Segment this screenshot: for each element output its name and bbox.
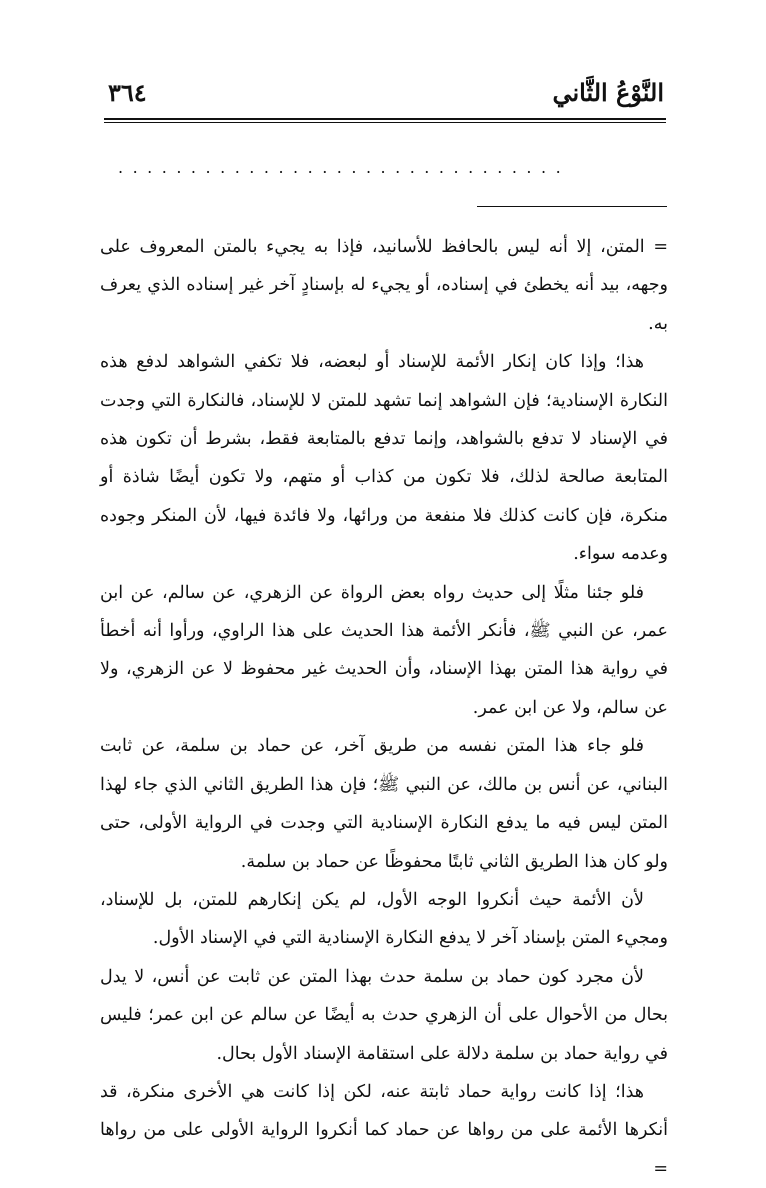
paragraph: هذا؛ إذا كانت رواية حماد ثابتة عنه، لكن إذا كانت هي الأخرى منكرة، قد أنكرها الأئمة على من رواها عن حماد كما أنكروا الرواية الأولى على من رواها = [100, 1081, 668, 1179]
page-header [108, 74, 664, 118]
paragraph: فلو جئنا مثلًا إلى حديث رواه بعض الرواة عن الزهري، عن سالم، عن ابن عمر، عن النبي ﷺ، فأنكر الأئمة هذا الحديث على هذا الراوي، ورأوا أنه أخطأ في رواية هذا المتن بهذا الإسناد، وأن الحديث غير محفوظ لا عن الزهري، ولا عن سالم، ولا عن ابن عمر. [100, 582, 668, 718]
paragraph: لأن الأئمة حيث أنكروا الوجه الأول، لم يكن إنكارهم للمتن، بل للإسناد، ومجيء المتن بإسناد آخر لا يدفع النكارة الإسنادية التي في الإسناد الأول. [100, 889, 668, 949]
page-number: ٣٦٤ [108, 78, 147, 107]
header-rule-thick [104, 118, 666, 120]
footnote-body [100, 228, 668, 1188]
paragraph: = المتن، إلا أنه ليس بالحافظ للأسانيد، فإذا به يجيء بالمتن المعروف على وجهه، بيد أنه يخطئ في إسناده، أو يجيء له بإسنادٍ آخر غير إسناده الذي يعرف به. [100, 237, 668, 334]
section-separator-dots: ............................... [118, 158, 571, 177]
paragraph: هذا؛ وإذا كان إنكار الأئمة للإسناد أو لبعضه، فلا تكفي الشواهد لدفع هذه النكارة الإسنادية؛ فإن الشواهد إنما تشهد للمتن لا للإسناد، فالنكارة التي وجدت في الإسناد لا تدفع بالشواهد، وإنما تدفع بالمتابعة فقط، بشرط أن تكون هذه المتابعة صالحة لذلك، فلا تكون من كذاب أو متهم، ولا تكون أيضًا شاذة أو منكرة، فإن كانت كذلك فلا منفعة من ورائها، ولا فائدة فيها، لأن المنكر وجوده وعدمه سواء. [100, 352, 668, 565]
paragraph: لأن مجرد كون حماد بن سلمة حدث بهذا المتن عن ثابت عن أنس، لا يدل بحال من الأحوال على أن الزهري حدث به أيضًا عن سالم عن ابن عمر؛ فليس في رواية حماد بن سلمة دلالة على استقامة الإسناد الأول بحال. [100, 966, 668, 1064]
paragraph: فلو جاء هذا المتن نفسه من طريق آخر، عن حماد بن سلمة، عن ثابت البناني، عن أنس بن مالك، عن النبي ﷺ؛ فإن هذا الطريق الثاني الذي جاء لهذا المتن ليس فيه ما يدفع النكارة الإسنادية التي وجدت في الرواية الأولى، حتى ولو كان هذا الطريق الثاني ثابتًا محفوظًا عن حماد بن سلمة. [100, 736, 668, 872]
running-title: النَّوْعُ الثَّاني [552, 78, 664, 107]
header-rule-thin [104, 122, 666, 123]
footnote-separator-line [477, 206, 667, 207]
